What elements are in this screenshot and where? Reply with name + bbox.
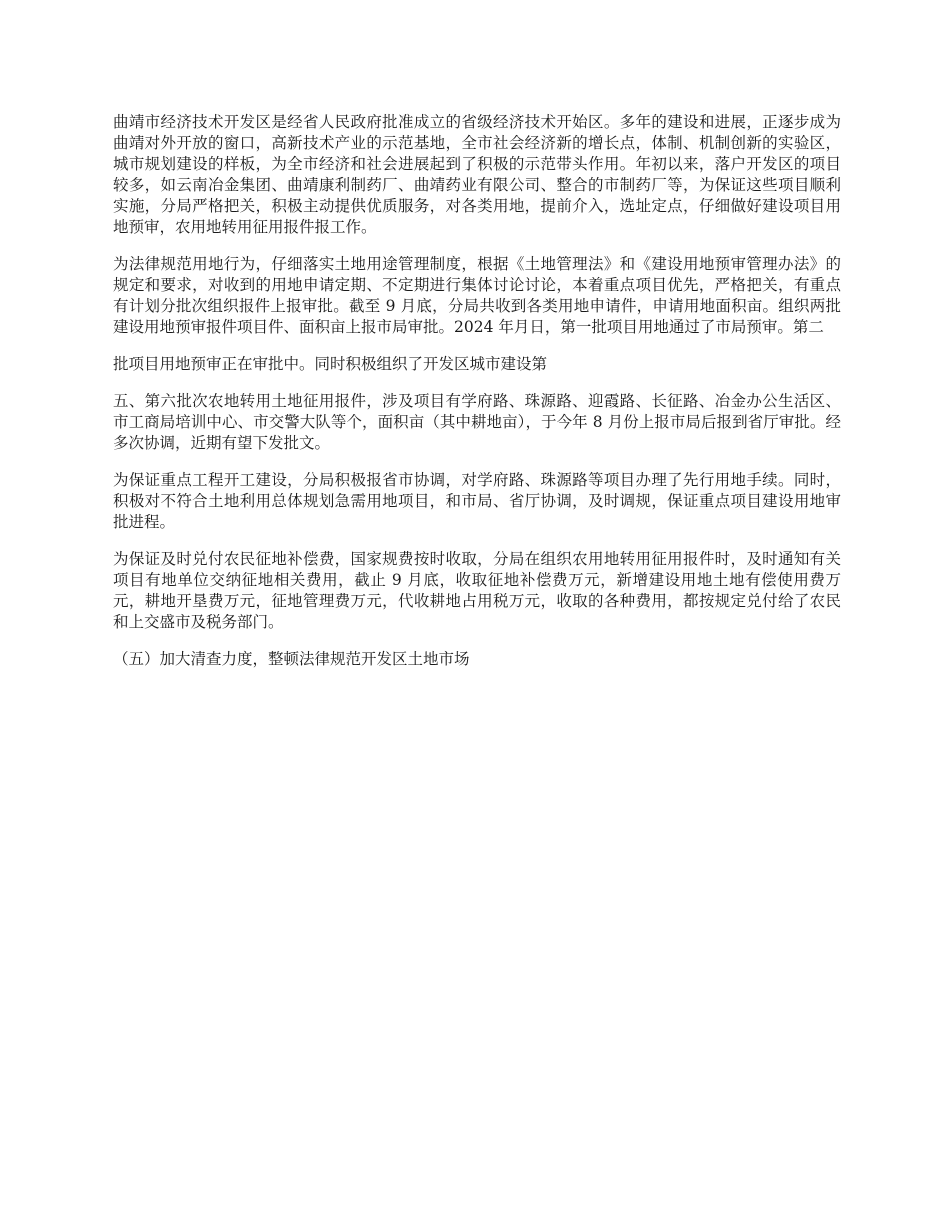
paragraph-second-batch-review: 批项目用地预审正在审批中。同时积极组织了开发区城市建设第	[113, 355, 548, 373]
section-heading-five: （五）加大清查力度，整顿法律规范开发区土地市场	[113, 650, 470, 668]
document-body	[113, 112, 841, 686]
paragraph-compensation-fees: 为保证及时兑付农民征地补偿费，国家规费按时收取，分局在组织农用地转用征用报件时，及时通知有关项目有地单位交纳征地相关费用，截止 9 月底，收取征地补偿费万元，新增建设用地土地有偿使用费万元，耕地开垦费万元，征地管理费万元，代收耕地占用税万元，收取的各种费用，都按规定兑付给了农民和上交盛市及税务部门。	[113, 550, 841, 631]
paragraph-land-use-regulation: 为法律规范用地行为，仔细落实土地用途管理制度，根据《土地管理法》和《建设用地预审管理办法》的规定和要求，对收到的用地申请定期、不定期进行集体讨论讨论，本着重点项目优先，严格把关，有重点有计划分批次组织报件上报审批。截至 9 月底，分局共收到各类用地申请件，申请用地面积亩。组织两批建设用地预审报件项目件、面积亩上报市局审批。2024 年月日，第一批项目用地通过了市局预审。第二	[113, 255, 841, 336]
paragraph-development-zone-intro: 曲靖市经济技术开发区是经省人民政府批准成立的省级经济技术开始区。多年的建设和进展，正逐步成为曲靖对外开放的窗口，高新技术产业的示范基地，全市社会经济新的增长点，体制、机制创新的实验区，城市规划建设的样板，为全市经济和社会进展起到了积极的示范带头作用。年初以来，落户开发区的项目较多，如云南冶金集团、曲靖康利制药厂、曲靖药业有限公司、整合的市制药厂等，为保证这些项目顺利实施，分局严格把关，积极主动提供优质服务，对各类用地，提前介入，选址定点，仔细做好建设项目用地预审，农用地转用征用报件报工作。	[113, 113, 841, 236]
paragraph-fifth-sixth-batch: 五、第六批次农地转用土地征用报件，涉及项目有学府路、珠源路、迎霞路、长征路、冶金办公生活区、市工商局培训中心、市交警大队等个，面积亩（其中耕地亩），于今年 8 月份上报市局后报到省厅审批。经多次协调，近期有望下发批文。	[113, 392, 841, 452]
paragraph-key-projects: 为保证重点工程开工建设，分局积极报省市协调，对学府路、珠源路等项目办理了先行用地手续。同时，积极对不符合土地利用总体规划急需用地项目，和市局、省厅协调，及时调规，保证重点项目建设用地审批进程。	[113, 471, 841, 531]
